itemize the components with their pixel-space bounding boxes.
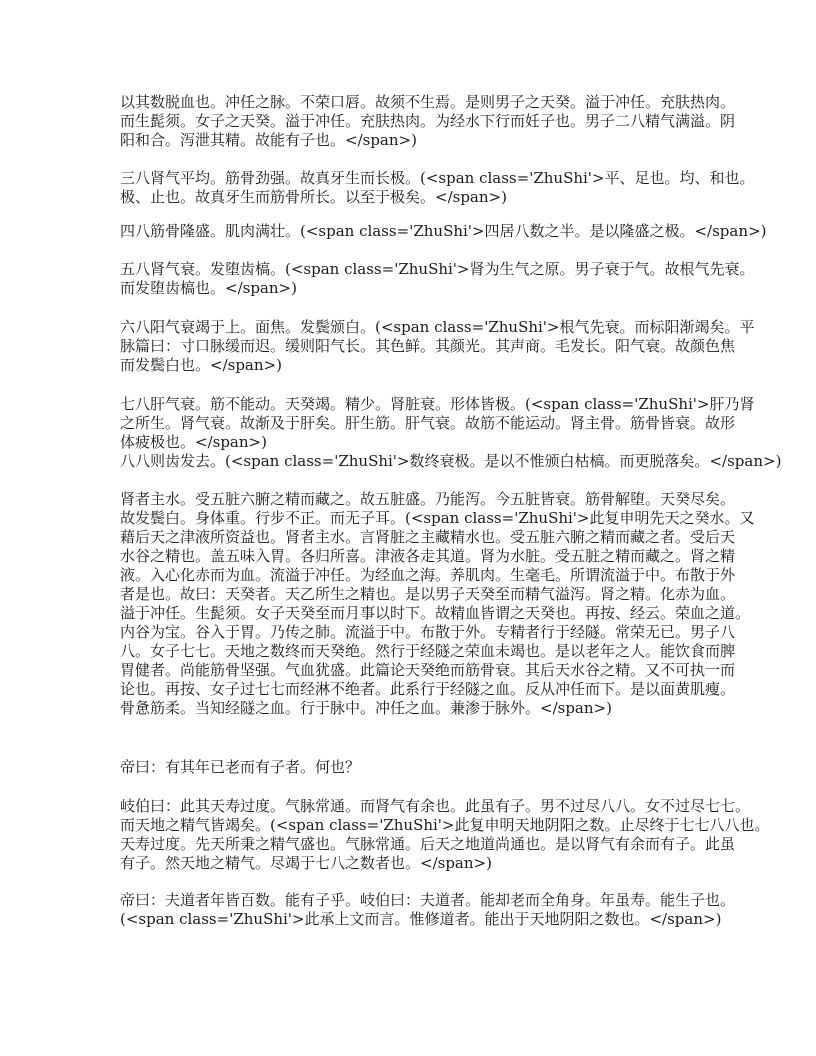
text-line: 五八肾气衰。发堕齿槁。(<span class='ZhuShi'>肾为生气之原。男子衰于气。故根气先衰。 <box>120 260 755 278</box>
text-line: 八八则齿发去。(<span class='ZhuShi'>数终衰极。是以不惟颁白枯槁。而更脱落矣。</span>) <box>120 452 782 470</box>
paragraph <box>120 797 770 873</box>
text-line: (<span class='ZhuShi'>此承上文而言。惟修道者。能出于天地阴阳之数也。</span>) <box>120 910 722 928</box>
text-line: 故发鬓白。身体重。行步不正。而无子耳。(<span class='ZhuShi'>此复申明先天之癸水。又 <box>120 509 755 527</box>
text-line: 阳和合。泻泄其精。故能有子也。</span>) <box>120 131 417 149</box>
text-line: 体疲极也。</span>) <box>120 433 267 451</box>
text-line: 内谷为宝。谷入于胃。乃传之肺。流溢于中。布散于外。专精者行于经隧。常荣无已。男子八 <box>120 623 736 641</box>
text-line: 脉篇曰：寸口脉缓而迟。缓则阳气长。其色鲜。其颜光。其声商。毛发长。阳气衰。故颜色焦 <box>120 337 736 355</box>
text-line: 而生髭须。女子之天癸。溢于冲任。充肤热肉。为经水下行而妊子也。男子二八精气满溢。阴 <box>120 112 736 130</box>
text-line: 藉后天之津液所资益也。肾者主水。言肾脏之主藏精水也。受五脏六腑之精而藏之者。受后天 <box>120 528 736 546</box>
paragraph <box>120 260 755 298</box>
text-line: 胃健者。尚能筋骨坚强。气血犹盛。此篇论天癸绝而筋骨衰。其后天水谷之精。又不可执一而 <box>120 661 736 679</box>
text-line: 八。女子七七。天地之数终而天癸绝。然行于经隧之荣血未竭也。是以老年之人。能饮食而脾 <box>120 642 736 660</box>
text-line: 者是也。故曰：天癸者。天乙所生之精也。是以男子天癸至而精气溢泻。肾之精。化赤为血。 <box>120 585 736 603</box>
text-line: 帝曰：有其年已老而有子者。何也？ <box>120 758 361 776</box>
text-line: 骨惫筋柔。当知经隧之血。行于脉中。冲任之血。兼渗于脉外。</span>) <box>120 699 612 717</box>
text-line: 七八肝气衰。筋不能动。天癸竭。精少。肾脏衰。形体皆极。(<span class='ZhuShi'>肝乃肾 <box>120 395 755 413</box>
text-line: 岐伯曰：此其天寿过度。气脉常通。而肾气有余也。此虽有子。男不过尽八八。女不过尽七七。 <box>120 797 751 815</box>
text-line: 论也。再按、女子过七七而经淋不绝者。此系行于经隧之血。反从冲任而下。是以面黄肌瘦。 <box>120 680 736 698</box>
paragraph <box>120 318 755 375</box>
text-line: 三八肾气平均。筋骨劲强。故真牙生而长极。(<span class='ZhuShi'>平、足也。均、和也。 <box>120 169 755 187</box>
text-line: 而发鬓白也。</span>) <box>120 356 282 374</box>
text-line: 溢于冲任。生髭须。女子天癸至而月事以时下。故精血皆谓之天癸也。再按、经云。荣血之道。 <box>120 604 751 622</box>
text-line: 液。入心化赤而为血。流溢于冲任。为经血之海。养肌肉。生毫毛。所谓流溢于中。布散于外 <box>120 566 736 584</box>
text-line: 以其数脱血也。冲任之脉。不荣口唇。故须不生焉。是则男子之天癸。溢于冲任。充肤热肉。 <box>120 93 736 111</box>
paragraph <box>120 222 767 241</box>
paragraph <box>120 758 720 777</box>
text-line: 而天地之精气皆竭矣。(<span class='ZhuShi'>此复申明天地阴阳之数。止尽终于七七八八也。 <box>120 816 770 834</box>
paragraph <box>120 490 755 718</box>
paragraph <box>120 891 736 929</box>
text-line: 天寿过度。先天所秉之精气盛也。气脉常通。后天之地道尚通也。是以肾气有余而有子。此虽 <box>120 835 736 853</box>
paragraph <box>120 93 736 150</box>
text-line: 有子。然天地之精气。尽竭于七八之数者也。</span>) <box>120 854 492 872</box>
text-line: 之所生。肾气衰。故渐及于肝矣。肝生筋。肝气衰。故筋不能运动。肾主骨。筋骨皆衰。故形 <box>120 414 736 432</box>
paragraph <box>120 169 755 207</box>
text-line: 肾者主水。受五脏六腑之精而藏之。故五脏盛。乃能泻。今五脏皆衰。筋骨解堕。天癸尽矣。 <box>120 490 736 508</box>
text-line: 极、止也。故真牙生而筋骨所长。以至于极矣。</span>) <box>120 188 507 206</box>
text-line: 水谷之精也。盖五味入胃。各归所喜。津液各走其道。肾为水脏。受五脏之精而藏之。肾之精 <box>120 547 736 565</box>
text-line: 六八阳气衰竭于上。面焦。发鬓颁白。(<span class='ZhuShi'>根气先衰。而标阳渐竭矣。平 <box>120 318 755 336</box>
text-line: 帝曰：夫道者年皆百数。能有子乎。岐伯曰：夫道者。能却老而全角身。年虽寿。能生子也。 <box>120 891 736 909</box>
paragraph <box>120 452 782 471</box>
text-line: 四八筋骨隆盛。肌肉满壮。(<span class='ZhuShi'>四居八数之半。是以隆盛之极。</span>) <box>120 222 767 240</box>
text-line: 而发堕齿槁也。</span>) <box>120 279 297 297</box>
paragraph <box>120 395 755 452</box>
